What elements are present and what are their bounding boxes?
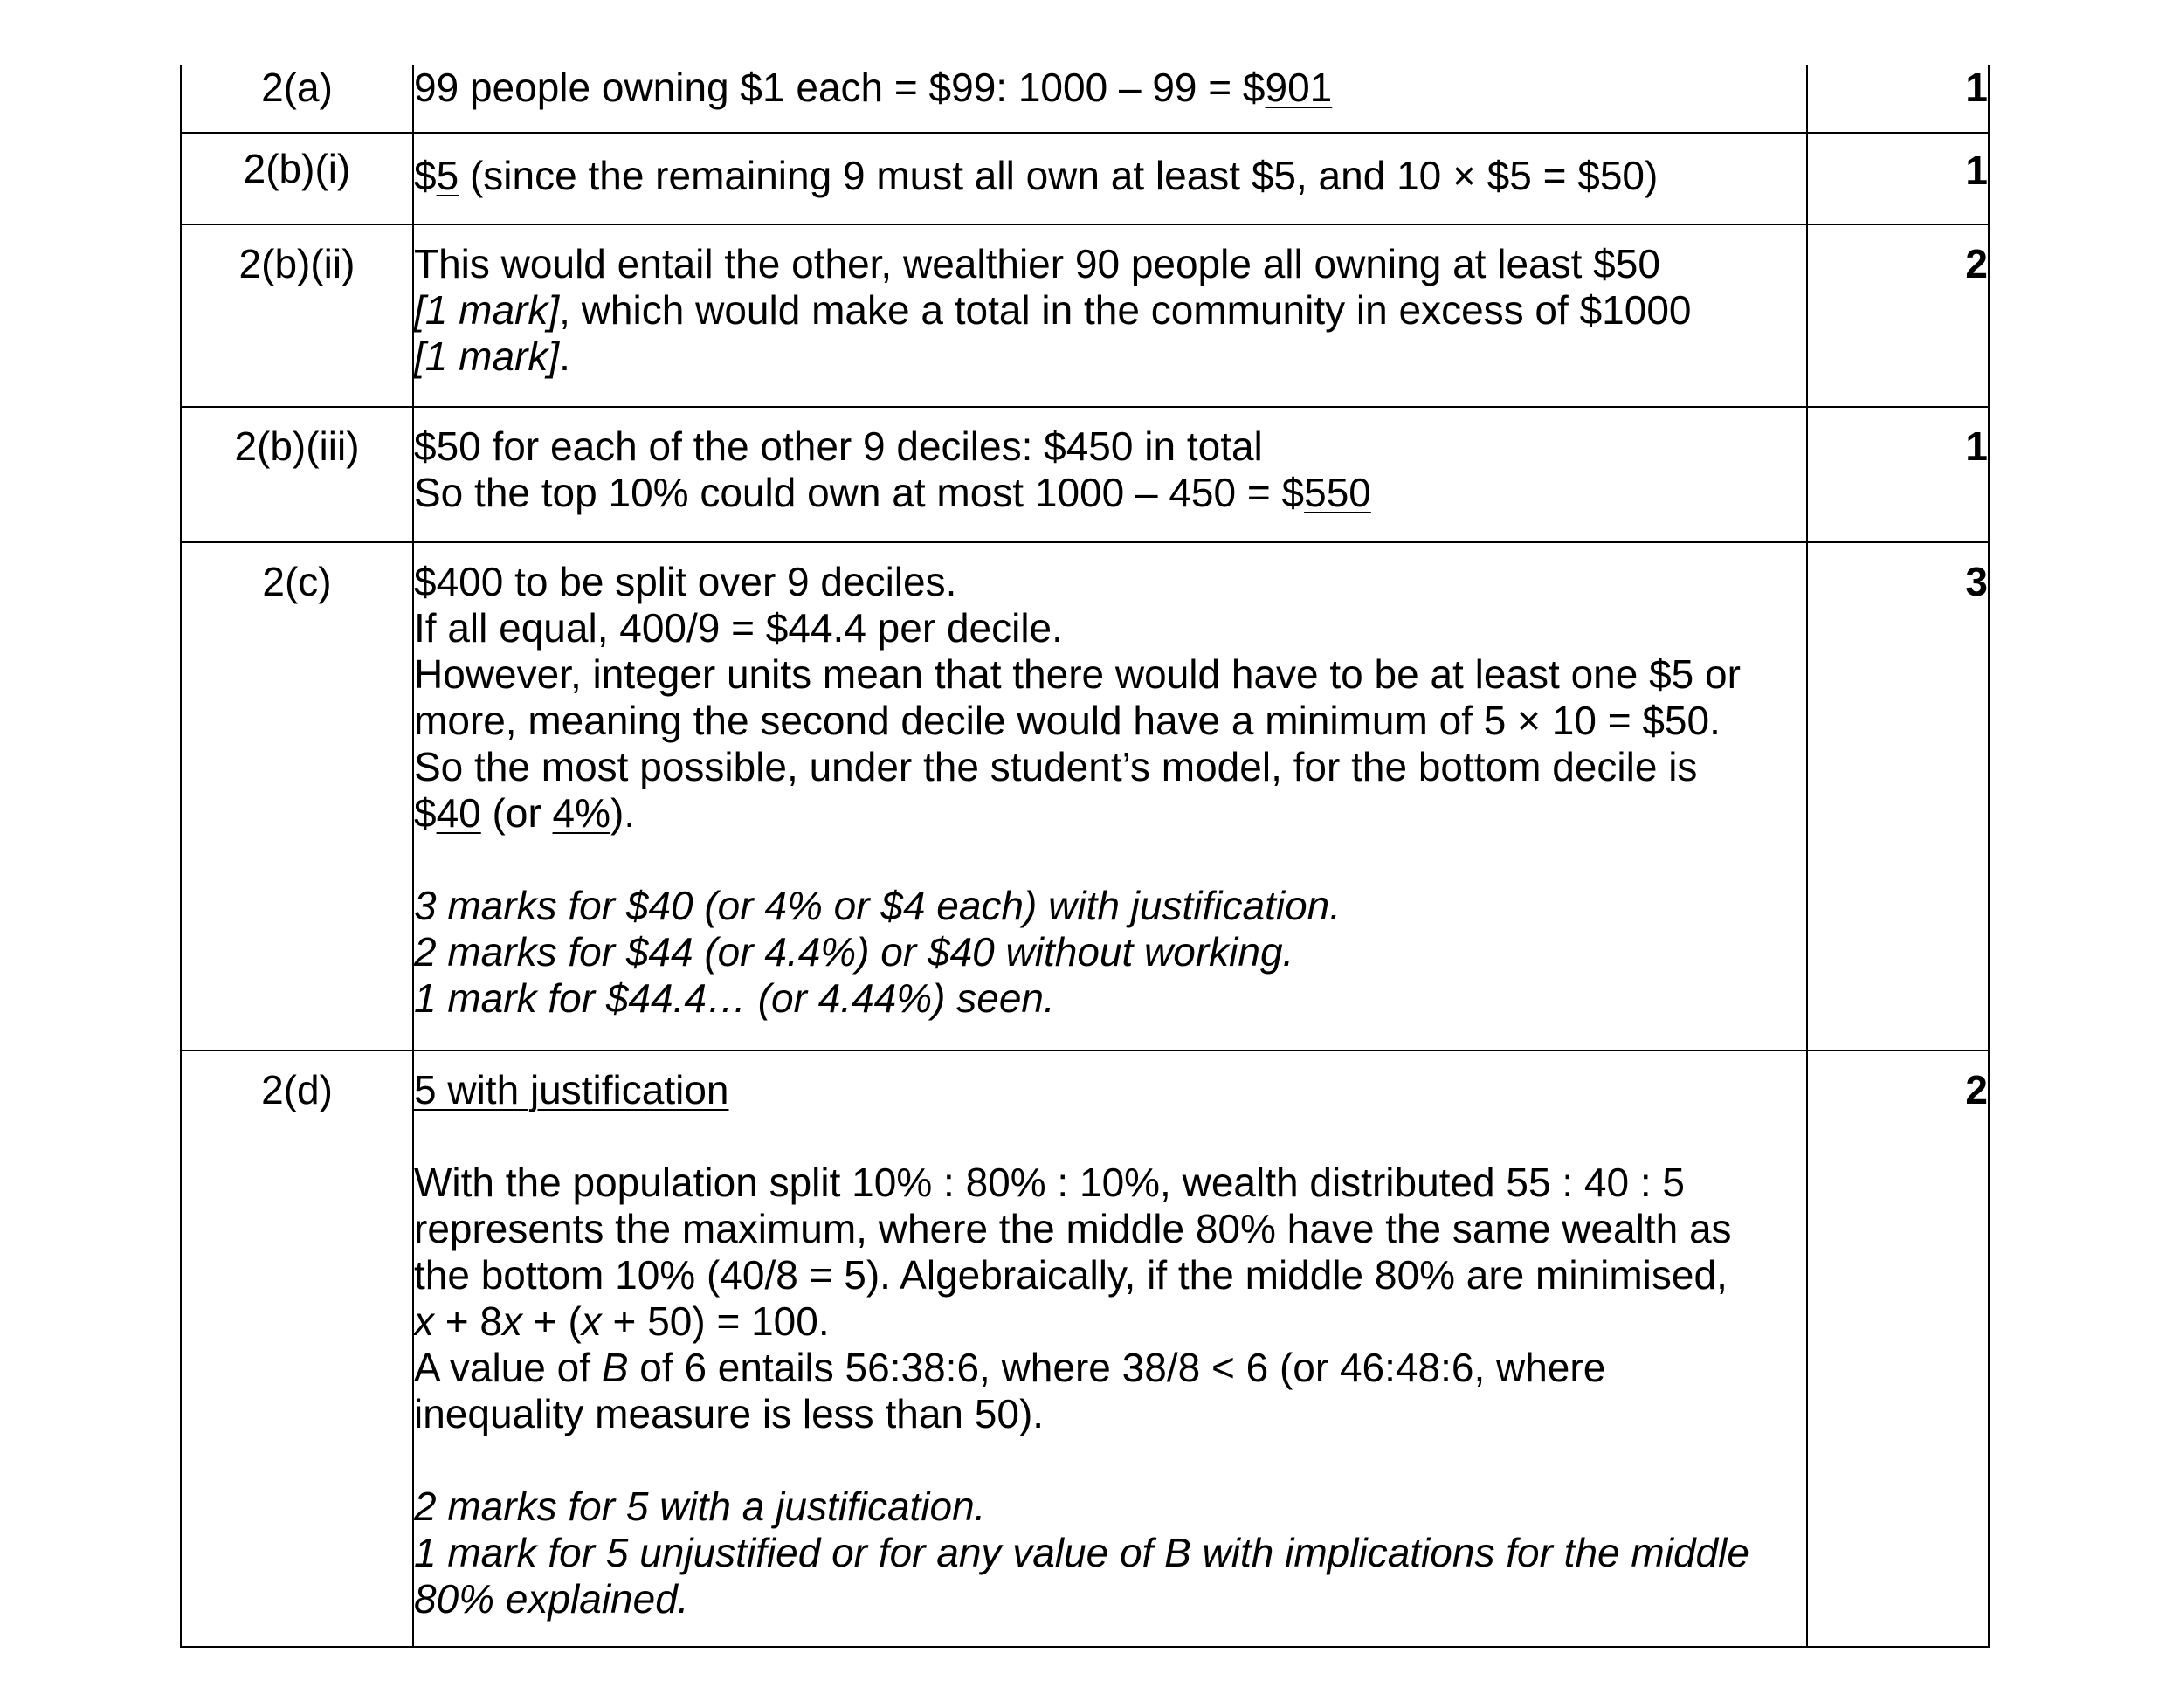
marks-cell (1807, 133, 1989, 224)
answer-text: of 6 entails 56:38:6, where 38/8 < 6 (or 46:48:6, where (628, 1345, 1606, 1390)
marks-cell (1807, 65, 1989, 133)
answer-line (414, 65, 1806, 111)
spacer (414, 1437, 1806, 1484)
question-number-cell (181, 224, 413, 407)
answer-underlined-value: 550 (1304, 470, 1371, 515)
answer-line (414, 470, 1806, 516)
answer-text: (or (480, 790, 553, 836)
marks-value: 1 (1965, 65, 1988, 110)
marks-cell (1807, 1050, 1989, 1647)
question-number-cell (181, 407, 413, 542)
marks-cell (1807, 224, 1989, 407)
answer-line (414, 790, 1806, 837)
question-number: 2(c) (262, 559, 332, 604)
question-number-cell (181, 542, 413, 1050)
answer-line (414, 287, 1806, 334)
answer-line: With the population split 10% : 80% : 10%, wealth distributed 55 : 40 : 5 (414, 1160, 1685, 1205)
answer-text: + 8 (434, 1298, 503, 1344)
question-number: 2(b)(ii) (238, 241, 355, 286)
mark-note: [1 mark] (414, 287, 560, 333)
answer-line: represents the maximum, where the middle 80% have the same wealth as (414, 1206, 1732, 1251)
question-number: 2(b)(iii) (234, 424, 360, 469)
answer-cell (413, 407, 1807, 542)
answer-underlined-heading: 5 with justification (414, 1067, 729, 1112)
variable: x (581, 1298, 602, 1344)
answer-line: inequality measure is less than 50). (414, 1391, 1045, 1436)
mark-note: [1 mark] (414, 334, 560, 379)
answer-underlined-value: 901 (1265, 65, 1333, 110)
answer-text: $ (414, 153, 437, 198)
table-row (181, 224, 1989, 407)
table-row (181, 542, 1989, 1050)
guidance-line: 2 marks for $44 (or 4.4%) or $40 without working. (414, 929, 1294, 975)
answer-text: + ( (522, 1298, 582, 1344)
guidance-line: 2 marks for 5 with a justification. (414, 1484, 986, 1529)
guidance-line: 1 mark for $44.4… (or 4.44%) seen. (414, 975, 1055, 1021)
answer-line: more, meaning the second decile would have a minimum of 5 × 10 = $50. (414, 698, 1721, 743)
answer-cell (413, 133, 1807, 224)
answer-cell (413, 65, 1807, 133)
marks-value: 2 (1965, 1067, 1988, 1112)
answer-underlined-value: 5 (436, 153, 459, 198)
table-row (181, 407, 1989, 542)
question-number: 2(d) (261, 1067, 333, 1112)
marks-value: 2 (1965, 241, 1988, 286)
question-number: 2(b)(i) (243, 146, 351, 191)
question-number-cell (181, 1050, 413, 1647)
table-row (181, 1050, 1989, 1647)
answer-line (414, 1345, 1806, 1391)
answer-line: the bottom 10% (40/8 = 5). Algebraically, if the middle 80% are minimised, (414, 1252, 1728, 1298)
answer-line: If all equal, 400/9 = $44.4 per decile. (414, 605, 1063, 651)
answer-text: $ (414, 790, 437, 836)
answer-cell (413, 224, 1807, 407)
spacer (414, 1113, 1806, 1160)
question-number-cell (181, 133, 413, 224)
answer-underlined-value: 40 (436, 790, 481, 836)
question-number: 2(a) (261, 65, 333, 110)
answer-underlined-value: 4% (552, 790, 611, 836)
mark-scheme-table (180, 65, 1990, 1648)
answer-line: So the most possible, under the student’s model, for the bottom decile is (414, 744, 1698, 789)
marks-value: 1 (1965, 148, 1988, 193)
answer-text: (since the remaining 9 must all own at least $5, and 10 × $5 = $50) (459, 153, 1659, 198)
answer-text: ). (610, 790, 636, 836)
marks-value: 1 (1965, 424, 1988, 469)
answer-text: , which would make a total in the community in excess of $1000 (559, 287, 1692, 333)
guidance-line: 1 mark for 5 unjustified or for any value of B with implications for the middle (414, 1530, 1749, 1575)
spacer (414, 837, 1806, 883)
answer-line: This would entail the other, wealthier 90 people all owning at least $50 (414, 241, 1660, 286)
variable: x (414, 1298, 434, 1344)
answer-text: A value of (414, 1345, 602, 1390)
marks-cell (1807, 407, 1989, 542)
answer-line (414, 334, 1806, 380)
variable: x (502, 1298, 523, 1344)
table-row (181, 133, 1989, 224)
variable: B (601, 1345, 629, 1390)
guidance-line: 80% explained. (414, 1576, 689, 1622)
answer-line: $400 to be split over 9 deciles. (414, 559, 957, 604)
answer-text: . (559, 334, 570, 379)
answer-cell (413, 1050, 1807, 1647)
question-number-cell (181, 65, 413, 133)
table-row (181, 65, 1989, 133)
answer-line (414, 153, 1806, 199)
answer-text: So the top 10% could own at most 1000 – 450 = $ (414, 470, 1305, 515)
guidance-line: 3 marks for $40 (or 4% or $4 each) with justification. (414, 883, 1342, 928)
answer-line: However, integer units mean that there would have to be at least one $5 or (414, 651, 1741, 697)
answer-line: $50 for each of the other 9 deciles: $450 in total (414, 424, 1263, 469)
marks-cell (1807, 542, 1989, 1050)
answer-text: 99 people owning $1 each = $99: 1000 – 99 = $ (414, 65, 1266, 110)
marks-value: 3 (1965, 559, 1988, 604)
answer-cell (413, 542, 1807, 1050)
answer-text: + 50) = 100. (601, 1298, 830, 1344)
equation-line (414, 1298, 1806, 1345)
